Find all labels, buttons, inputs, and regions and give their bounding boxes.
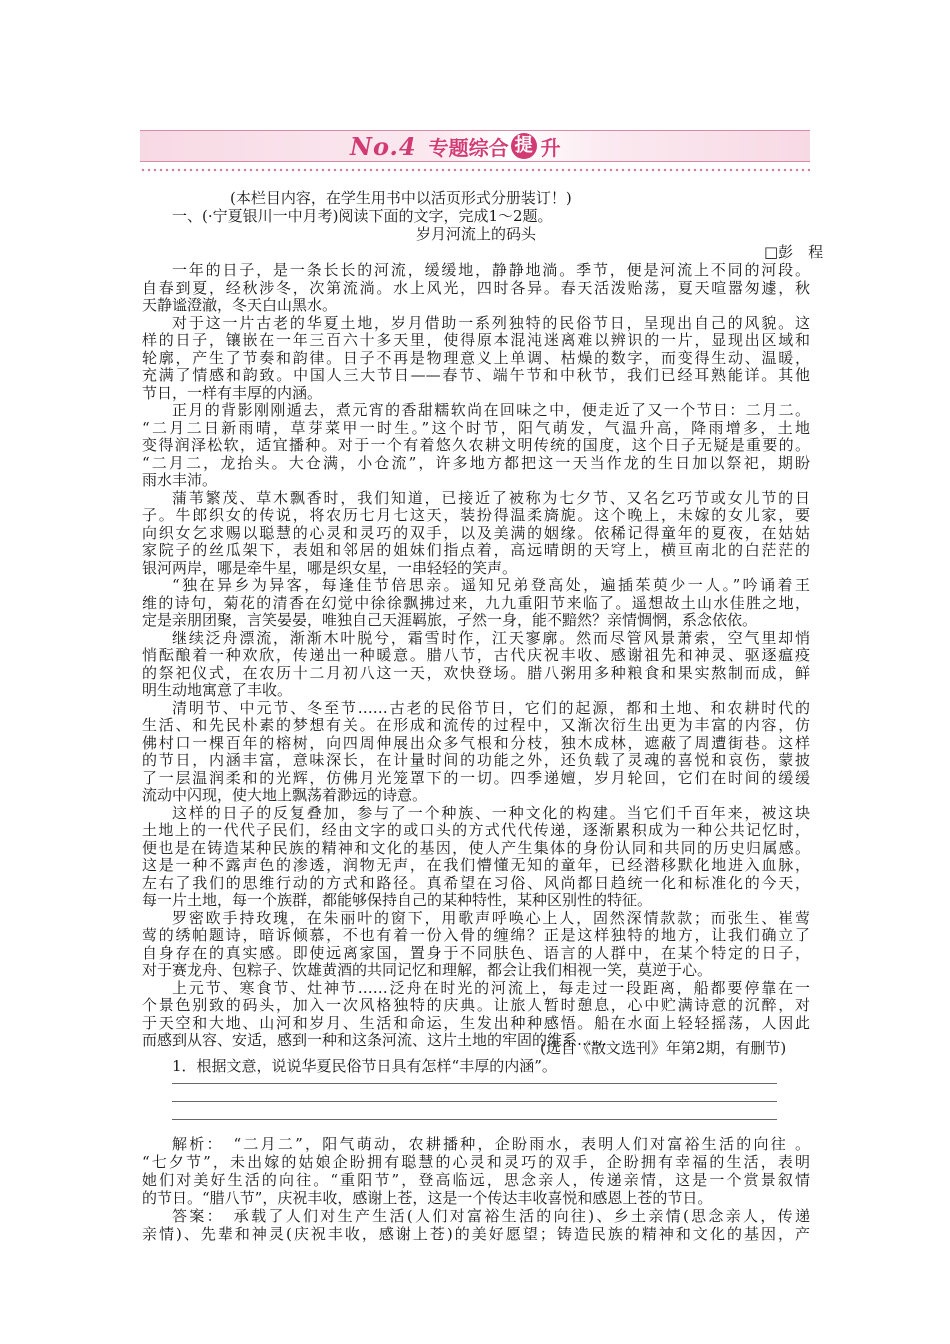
- answer-line[interactable]: [172, 1101, 777, 1102]
- article-line: 正月的背影刚刚遁去，煮元宵的香甜糯软尚在回味之中，便走近了又一个节日：二月二。: [172, 401, 810, 419]
- question-intro: 一、(·宁夏银川一中月考)阅读下面的文字，完成1～2题。: [172, 207, 553, 225]
- article-line: “二月二日新雨晴，草芽菜甲一时生。”这个时节，阳气萌发，气温升高，降雨增多，土地: [142, 418, 810, 437]
- analysis-line: 解析： “二月二”，阳气萌动，农耕播种，企盼雨水，表明人们对富裕生活的向往 。: [172, 1135, 810, 1153]
- article-author: □彭 程: [764, 243, 824, 261]
- answer-line-text: 答案： 承载了人们对生产生活(人们对富裕生活的向往)、乡土亲情(思念亲人，传递: [172, 1207, 810, 1225]
- article-line: 清明节、中元节、冬至节……古老的民俗节日，它们的起源，都和土地、和农耕时代的: [172, 698, 810, 717]
- banner-dotted-rule: [140, 168, 810, 172]
- article-line: 家院子的丝瓜架下，表姐和邻居的姐妹们指点着，高远晴朗的天穹上，横亘南北的白茫茫的: [142, 541, 810, 559]
- article-line: 子。牛郎织女的传说，将农历七月七这天，装扮得温柔旖旎。这个晚上，未嫁的女儿家，要: [142, 506, 810, 524]
- article-line: 天静谧澄澈，冬天白山黑水。: [142, 296, 338, 314]
- article-line: 维的诗句，菊花的清香在幻觉中徐徐飘拂过来，九九重阳节来临了。遥想故土山水佳胜之地，: [142, 593, 810, 612]
- article-line: 雨水丰沛。: [142, 471, 218, 489]
- article-line: 莺的绣帕题诗，暗诉倾慕，不也有着一份入骨的缠绵？正是这样独特的地方，让我们确立了: [142, 926, 810, 944]
- article-line: 自春到夏，经秋涉冬，次第流淌。水上风光，四时各异。春天活泼贻荡，夏天喧嚣匆遽，秋: [142, 278, 810, 297]
- article-line: 银河两岸，哪是牵牛星，哪是织女星，一串轻轻的笑声。: [142, 558, 518, 577]
- article-line: 对于这一片古老的华夏土地，岁月借助一系列独特的民俗节日，呈现出自己的风貌。这: [172, 313, 810, 332]
- banner-title: [350, 130, 561, 162]
- article-line: 向织女乞求赐以聪慧的心灵和灵巧的双手，以及美满的姻缘。依稀记得童年的夏夜，在姑姑: [142, 523, 810, 542]
- article-line: 土地上的一代代子民们，经由文字的或口头的方式代代传递，逐渐累积成为一种公共记忆时，: [142, 821, 810, 839]
- answer-line[interactable]: [172, 1083, 777, 1084]
- banner-title-emphasis: 提: [511, 133, 537, 159]
- article-line: “独在异乡为异客，每逢佳节倍思亲。遥知兄弟登高处，遍插茱萸少一人。”吟诵着王: [172, 576, 810, 594]
- article-line: 流动中闪现，使大地上飘荡着渺远的诗意。: [142, 786, 428, 804]
- article-line: 变得润泽松软，适宜播种。对于一个有着悠久农耕文明传统的国度，这个日子无疑是重要的。: [142, 436, 810, 454]
- article-line: 轮廓，产生了节奏和韵律。日子不再是物理意义上单调、枯燥的数字，而变得生动、温暖，: [142, 348, 810, 367]
- article-line: 上元节、寒食节、灶神节……泛舟在时光的河流上，每走过一段距离，船都要停靠在一: [172, 978, 810, 997]
- article-line: 每一片土地，每一个族群，都能够保持自己的某种特性，某种区别性的特征。: [142, 891, 653, 909]
- article-line: 充满了情感和韵致。中国人三大节日——春节、端午节和中秋节，我们已经耳熟能详。其他: [142, 366, 810, 384]
- article-line: 而感到从容、安适，感到一种和这条河流、这片土地的牢固的维系……: [142, 1031, 608, 1049]
- article-title: 岁月河流上的码头: [415, 225, 536, 243]
- question-1: 1．根据文意，说说华夏民俗节日具有怎样“丰厚的内涵”。: [172, 1057, 557, 1075]
- answer-line[interactable]: [172, 1119, 777, 1120]
- article-line: 对于赛龙舟、包粽子、饮雄黄酒的共同记忆和理解，都会让我们相视一笑，莫逆于心。: [142, 961, 713, 979]
- article-line: 这是一种不露声色的渗透，润物无声，在我们懵懂无知的童年，已经潜移默化地进入血脉，: [142, 856, 810, 874]
- article-line: 便也是在铸造某种民族的精神和文化的基因，使人产生集体的身份认同和共同的历史归属感。: [142, 838, 810, 857]
- article-line: 明生动地寓意了丰收。: [142, 681, 293, 699]
- article-line: 继续泛舟漂流，渐渐木叶脱兮，霜雪时作，江天寥廓。然而尽管风景萧索，空气里却悄: [172, 628, 810, 647]
- article-line: 罗密欧手持玫瑰，在朱丽叶的窗下，用歌声呼唤心上人，固然深情款款；而张生、崔莺: [172, 908, 810, 927]
- banner-title-text: 专题综合: [428, 135, 509, 160]
- article-line: 于天空和大地、山河和岁月、生活和命运，生发出种种感悟。船在水面上轻轻摇荡，人因此: [142, 1013, 810, 1032]
- analysis-line: 的节日。“腊八节”，庆祝丰收，感谢上苍，这是一个传达丰收喜悦和感恩上苍的节日。: [142, 1189, 713, 1207]
- article-line: 一年的日子，是一条长长的河流，缓缓地，静静地淌。季节，便是河流上不同的河段。: [172, 261, 810, 279]
- binding-note: (本栏目内容，在学生用书中以活页形式分册装订！): [230, 189, 572, 207]
- article-line: 生活、和先民朴素的梦想有关。在形成和流传的过程中，又渐次衍生出更为丰富的内容，仿: [142, 716, 810, 734]
- analysis-line: 她们对美好生活的向往。“重阳节”，登高临远，思念亲人，传递亲情，这是一个赏景叙情: [142, 1171, 810, 1189]
- article-line: 自身存在的真实感。即使远离家国，置身于不同肤色、语言的人群中，在某个特定的日子，: [142, 943, 810, 962]
- answer-line-text: 亲情)、先辈和神灵(庆祝丰收，感谢上苍)的美好愿望；铸造民族的精神和文化的基因，产: [142, 1225, 810, 1243]
- analysis-line: “七夕节”，未出嫁的姑娘企盼拥有聪慧的心灵和灵巧的双手，企盼拥有幸福的生活，表明: [142, 1153, 810, 1171]
- section-banner: [140, 120, 810, 178]
- article-line: 的祭祀仪式，在农历十二月初八这一天，欢快登场。腊八粥用多种粮食和果实熬制而成，鲜: [142, 663, 810, 682]
- article-line: 个景色别致的码头，加入一次风格独特的庆典。让旅人暂时憩息，心中贮满诗意的沉醉，对: [142, 996, 810, 1014]
- article-line: 样的日子，镶嵌在一年三百六十多天里，使得原本混沌迷离难以辨识的一片，显现出区域和: [142, 331, 810, 349]
- article-line: 悄酝酿着一种欢欣，传递出一种暖意。腊八节，古代庆祝丰收、感谢祖先和神灵、驱逐瘟疫: [142, 646, 810, 664]
- article-line: 蒲苇繁茂、草木飘香时，我们知道，已接近了被称为七夕节、又名乞巧节或女儿节的日: [172, 488, 810, 507]
- article-line: 佛村口一棵百年的榕树，向四周伸展出众多气根和分枝，独木成林，遮蔽了周遭街巷。这样: [142, 733, 810, 752]
- article-line: 左右了我们的思维行动的方式和路径。真希望在习俗、风尚都日趋统一化和标准化的今天，: [142, 873, 810, 892]
- article-line: 定是亲朋团聚，言笑晏晏，唯独自己天涯羁旅，孑然一身，能不黯然？亲情惆惘，系念依依。: [142, 611, 758, 629]
- banner-title-end: 升: [540, 135, 561, 160]
- article-line: 节日，一样有丰厚的内涵。: [142, 383, 323, 402]
- article-line: “二月二，龙抬头。大仓满，小仓流”，许多地方都把这一天当作龙的生日加以祭祀，期盼: [142, 453, 810, 472]
- article-line: 这样的日子的反复叠加，参与了一个种族、一种文化的构建。当它们千百年来，被这块: [172, 803, 810, 822]
- banner-number: No.4: [350, 131, 417, 161]
- article-line: 了一层温润柔和的光辉，仿佛月光笼罩下的一切。四季递嬗，岁月轮回，它们在时间的缓缓: [142, 768, 810, 787]
- article-source: (选自《散文选刊》年第2期，有删节): [540, 1039, 787, 1057]
- article-line: 的节日，内涵丰富，意味深长，在计量时间的功能之外，还负载了灵魂的喜悦和哀伤，蒙披: [142, 751, 810, 769]
